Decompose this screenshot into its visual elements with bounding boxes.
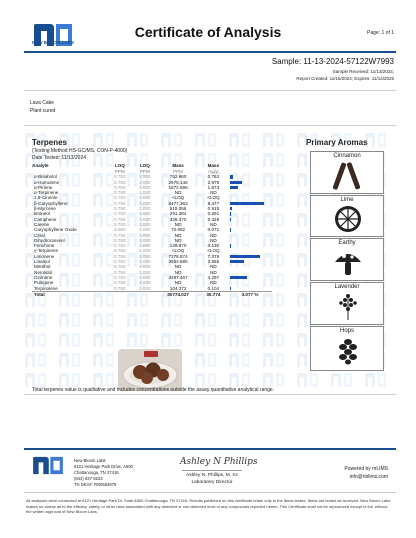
mass-ppm: <LOQ (171, 248, 185, 254)
bar-cell (228, 286, 272, 292)
mass-mg: ND (210, 232, 217, 238)
divider (24, 394, 396, 395)
mass-mg: ND (210, 237, 217, 243)
mass-ppm: 762.960 (169, 174, 187, 180)
analyte-name: Carene (34, 221, 50, 227)
contact-email[interactable]: info@nblims.com (349, 474, 388, 480)
footer-logo-icon (30, 453, 66, 478)
loq-value: 3.000 (139, 274, 151, 280)
aroma-label: Lavender (334, 284, 360, 290)
loq-value: 3.000 (139, 248, 151, 254)
loq-value: 0.750 (114, 264, 126, 270)
mass-mg: 7.379 (207, 253, 220, 259)
mass-ppm: ND (174, 264, 182, 270)
aroma-label: Cinnamon (333, 153, 361, 159)
loq-value: 0.750 (114, 274, 126, 280)
product-type: Plant cured (30, 108, 56, 114)
loq-value: 0.750 (114, 190, 126, 196)
loq-value: 3.000 (139, 221, 151, 227)
loq-value: 0.750 (114, 200, 126, 206)
blank (132, 291, 157, 297)
concentration-bar (230, 207, 232, 210)
analyte-name: α-Bisabolol (34, 174, 57, 180)
page-number: Page: 1 of 1 (367, 30, 394, 36)
mass-ppm: 291.384 (169, 211, 187, 217)
loq-value: 0.750 (114, 184, 126, 190)
product-name: Lava Cake (30, 100, 54, 106)
loq-value: 0.750 (114, 259, 126, 265)
loq-value: 0.750 (114, 285, 126, 291)
footer-divider (24, 448, 396, 450)
mass-mg: 2.979 (207, 179, 220, 185)
col-loq2: LOQ (139, 163, 150, 168)
terpenes-note: Total terpenes value is qualitative and includes concentrations outside the assay quantitative analytical range. (32, 387, 275, 393)
cake-photo-icon (118, 349, 182, 391)
col-mass-mg: Mass (207, 163, 220, 168)
mass-mg: 0.071 (207, 227, 220, 233)
loq-value: 3.000 (139, 243, 151, 249)
mass-ppm: 7378.674 (168, 253, 188, 259)
disclaimer: All analyses were conducted at 6121 Heritage Park Dr. Suite A500 Chattanooga, TN 37416. Results published on this certificate relate only to the items tested. Items are tested as received. New Bloom Labs makes no claims as to the efficacy, safety, or other risks associated with any detected or non-detected level of any compounds reported herein. This Certificate shall not be reproduced except in full, without the written approval of New Bloom Labs. (26, 498, 391, 515)
sample-id: Sample: 11-13-2024-57122W7993 (271, 57, 394, 66)
col-bar (228, 162, 272, 169)
concentration-bar (230, 212, 231, 215)
aromas-title: Primary Aromas (306, 138, 368, 147)
mass-mg: ND (210, 190, 217, 196)
aroma-card-lime (310, 195, 384, 237)
mass-ppm: 8477.363 (168, 200, 188, 206)
analyte-name: Borneol (34, 211, 50, 217)
loq-value: 3.000 (139, 253, 151, 259)
loq-value: 3.000 (139, 195, 151, 201)
analyte-name: Dihydrocarveol (34, 237, 65, 243)
blank (107, 291, 132, 297)
mass-mg: ND (210, 269, 217, 275)
mushroom-icon (311, 246, 385, 278)
aroma-card-cinnamon (310, 151, 384, 194)
terpenes-meta (32, 148, 127, 162)
header-divider (24, 51, 396, 53)
analyte-name: α-Pinene (34, 184, 53, 190)
concentration-bar (230, 260, 244, 263)
loq-value: 0.750 (114, 253, 126, 259)
analyte-name: γ-Terpinene (34, 248, 59, 254)
analyte-name: Nerolidol (34, 269, 53, 275)
mass-mg: 1.873 (207, 184, 220, 190)
phone: (844) 837-8223 (74, 476, 103, 481)
loq-value: 0.750 (114, 237, 126, 243)
loq-value: 3.000 (139, 200, 151, 206)
analyte-name: Camphene (34, 216, 57, 222)
aroma-label: Lime (340, 197, 354, 203)
mass-mg: ND (210, 280, 217, 286)
loq-value: 0.750 (114, 221, 126, 227)
loq-value: 3.000 (139, 211, 151, 217)
sample-dates (296, 69, 394, 82)
lime-icon (311, 203, 385, 235)
mass-ppm: ND (174, 280, 182, 286)
analyte-name: β-Myrcene (34, 206, 56, 212)
analyte-name: Pulegone (34, 280, 54, 286)
loq-value: 3.000 (139, 227, 151, 233)
signer-name: Ashley N. Phillips, M. Sc (186, 473, 238, 478)
mass-mg: <LOQ (207, 248, 220, 254)
cinnamon-icon (311, 159, 385, 191)
loq-value: 0.750 (114, 243, 126, 249)
analyte-name: Citral (34, 232, 45, 238)
hops-icon (311, 334, 385, 368)
aroma-card-lavender (310, 282, 384, 325)
analyte-name: α-Terpinene (34, 190, 59, 196)
mass-ppm: 2979.146 (168, 179, 188, 185)
aroma-label: Earthy (338, 240, 356, 246)
loq-value: 3.000 (114, 227, 126, 233)
unit: mg/g (208, 169, 219, 174)
loq-value: 3.000 (139, 269, 151, 275)
analyte-name: α-Humulene (34, 179, 60, 185)
concentration-bar (230, 175, 233, 178)
analyte-name: Menthol (34, 264, 51, 270)
loq-value: 3.000 (139, 237, 151, 243)
dea-number: TN DEA#: RN0563975 (74, 482, 117, 487)
mass-ppm: 129.870 (169, 243, 187, 249)
analyte-name: Caryophyllene Oxide (34, 227, 77, 233)
unit: PPM (173, 169, 184, 174)
concentration-bar (230, 255, 260, 258)
report-created: Report Created: 11/15/2024; Expires: 11/14/2025 (296, 75, 394, 81)
loq-value: 3.000 (139, 184, 151, 190)
loq-value: 0.750 (114, 206, 126, 212)
loq-value: 0.750 (114, 179, 126, 185)
terpenes-title: Terpenes (32, 138, 67, 147)
lab-name: New Bloom Labs (74, 458, 106, 463)
mass-mg: 0.763 (207, 174, 220, 180)
concentration-bar (230, 276, 247, 279)
mass-ppm: ND (174, 269, 182, 275)
signer-info (186, 473, 238, 486)
testing-method: (Testing Method HS-GC/MS, CON-P-4000) (32, 148, 128, 154)
unit: PPM (139, 169, 150, 174)
mass-mg: 0.291 (207, 211, 220, 217)
analyte-name: Limonene (34, 253, 55, 259)
mass-ppm: ND (174, 237, 182, 243)
total-percent: 3.077 % (228, 291, 272, 297)
analyte-name: Fenchone (34, 243, 55, 249)
unit: PPM (114, 169, 125, 174)
col-analyte: Analyte (32, 163, 49, 168)
loq-value: 3.000 (139, 232, 151, 238)
loq-value: 0.750 (114, 248, 126, 254)
sample-received: Sample Received: 11/13/2024; (332, 69, 394, 74)
loq-value: 0.750 (114, 232, 126, 238)
mass-ppm: 70.982 (171, 227, 186, 233)
mass-ppm: 515.056 (169, 206, 187, 212)
mass-mg: ND (210, 264, 217, 270)
signer-role: Laboratory Director (191, 479, 233, 485)
loq-value: 3.000 (139, 174, 151, 180)
loq-value: 3.000 (139, 179, 151, 185)
mass-ppm: ND (174, 190, 182, 196)
terpenes-table (32, 162, 272, 297)
mass-mg: 0.104 (207, 285, 220, 291)
analyte-name: Ocimene (34, 274, 53, 280)
table-body (32, 174, 272, 297)
mass-mg: 8.477 (207, 200, 220, 206)
page-title: Certificate of Analysis (134, 24, 282, 40)
analyte-name: Linalool (34, 259, 50, 265)
divider (24, 492, 396, 493)
loq-value: 3.000 (139, 206, 151, 212)
total-row (32, 291, 272, 297)
logo-text: NEW BLOOM LABS (32, 40, 74, 45)
loq-value: 3.000 (139, 216, 151, 222)
product-info (30, 99, 55, 115)
loq-value: 0.750 (114, 269, 126, 275)
total-ppm: 30774.027 (157, 291, 199, 297)
signature: Ashley N Phillips (180, 457, 258, 467)
mass-ppm: 3564.685 (168, 259, 188, 265)
loq-value: 3.000 (139, 190, 151, 196)
concentration-bar (230, 181, 242, 184)
lavender-icon (311, 290, 385, 322)
mass-mg: <LOQ (207, 195, 220, 201)
mass-ppm: <LOQ (171, 195, 185, 201)
loq-value: 3.000 (139, 285, 151, 291)
signature-line (182, 470, 242, 471)
powered-by (344, 465, 388, 481)
divider (24, 90, 396, 91)
powered-label: Powered by mLIMS (344, 466, 388, 472)
lab-address (74, 458, 133, 488)
loq-value: 3.000 (139, 264, 151, 270)
mass-mg: 4.297 (207, 274, 220, 280)
divider (24, 125, 396, 126)
loq-value: 0.750 (114, 216, 126, 222)
mass-ppm: ND (174, 221, 182, 227)
date-tested: Date Tested: 11/13/2024 (32, 155, 87, 161)
analyte-name: Terpinolene (34, 285, 58, 291)
loq-value: 3.000 (139, 280, 151, 286)
aroma-card-earthy (310, 238, 384, 281)
loq-value: 3.000 (139, 259, 151, 265)
total-label: Total (32, 291, 107, 297)
analyte-name: 1,8-Cineole (34, 195, 58, 201)
mass-ppm: 4297.467 (168, 274, 188, 280)
mass-ppm: 329.370 (169, 216, 187, 222)
address-line: Chattanooga, TN 37416 (74, 470, 119, 475)
mass-mg: 0.329 (207, 216, 220, 222)
concentration-bar (230, 202, 264, 205)
total-mg: 30.774 (199, 291, 228, 297)
aroma-label: Hops (339, 328, 354, 334)
mass-mg: 0.515 (207, 206, 220, 212)
address-line: 6121 Heritage Park Drive, A500 (74, 464, 133, 469)
mass-ppm: ND (174, 232, 182, 238)
col-mass-ppm: Mass (172, 163, 184, 168)
mass-ppm: 104.372 (169, 285, 187, 291)
mass-mg: 3.565 (207, 259, 220, 265)
loq-value: 0.750 (114, 174, 126, 180)
col-loq: LOQ (114, 163, 125, 168)
aroma-card-hops (310, 326, 384, 371)
loq-value: 0.750 (114, 195, 126, 201)
analyte-name: β-Caryophyllene (34, 200, 68, 206)
table-header-row (32, 162, 272, 169)
concentration-bar (230, 186, 238, 189)
loq-value: 0.750 (114, 211, 126, 217)
mass-ppm: 1872.698 (168, 184, 188, 190)
product-image (118, 349, 182, 391)
concentration-bar (230, 218, 231, 221)
mass-mg: 0.130 (207, 243, 220, 249)
loq-value: 0.750 (114, 280, 126, 286)
mass-mg: ND (210, 221, 217, 227)
